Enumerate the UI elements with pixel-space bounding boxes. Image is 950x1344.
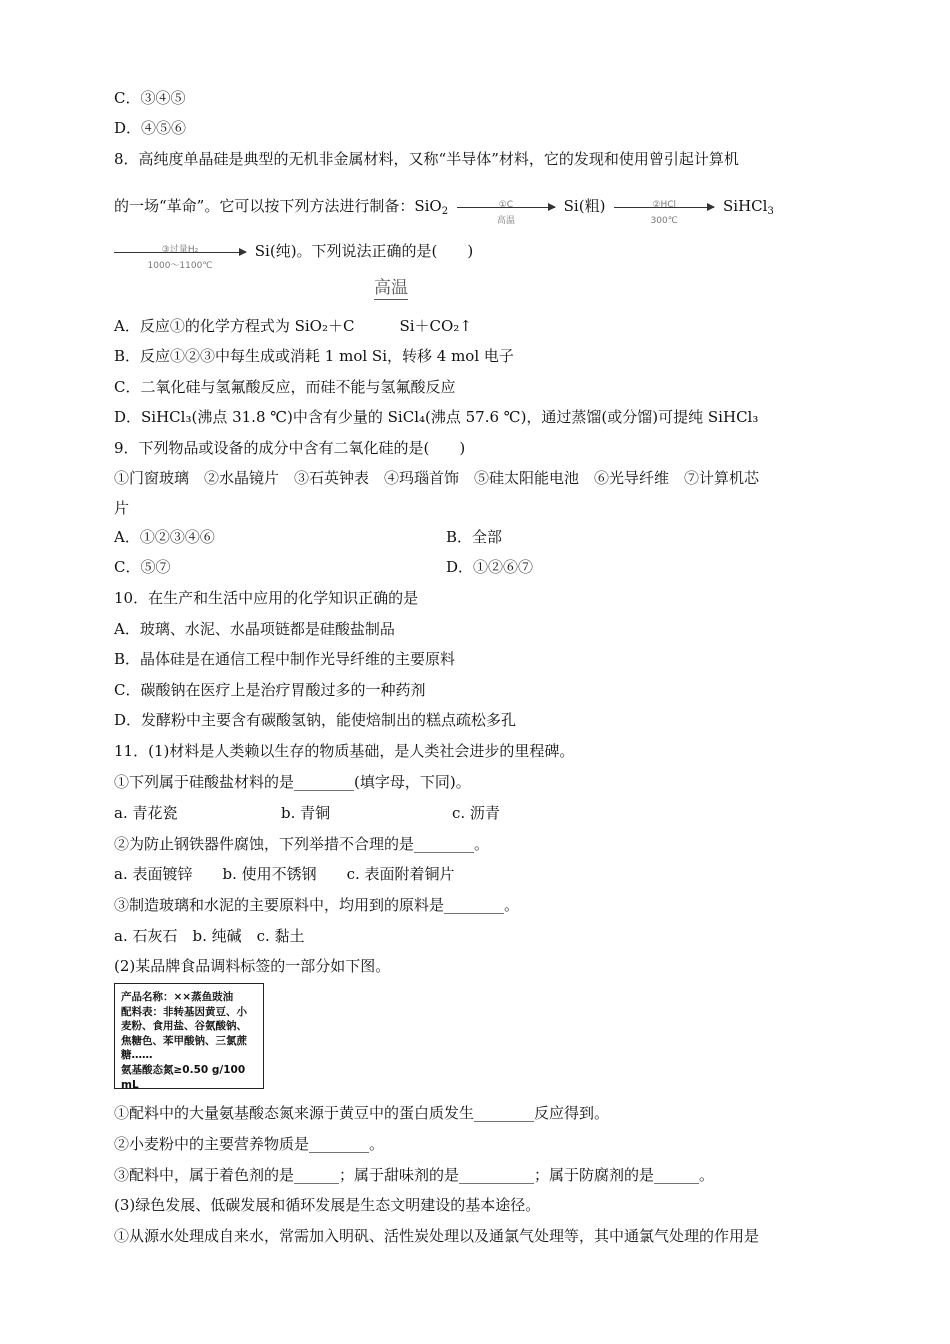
label-line-3: 麦粉、食用盐、谷氨酸钠、 [121, 1020, 247, 1033]
option-d-line: D．④⑤⑥ [114, 119, 187, 137]
sihcl3-formula: SiHCl [723, 197, 768, 215]
food-label-figure [114, 983, 264, 1089]
question-8-option-c: C．二氧化硅与氢氟酸反应，而硅不能与氢氟酸反应 [114, 378, 456, 396]
label-line-5: 糖…… [121, 1049, 153, 1062]
question-11-part2-q1: ①配料中的大量氨基酸态氮来源于黄豆中的蛋白质发生________反应得到。 [114, 1104, 610, 1122]
question-11-part2-q2: ②小麦粉中的主要营养物质是________。 [114, 1135, 385, 1153]
arrow-1-condition-bottom: 高温 [496, 215, 515, 226]
pure-si-text: Si(纯)。下列说法正确的是( ) [254, 242, 474, 260]
question-11-part1-q1: ①下列属于硅酸盐材料的是________(填字母，下同)。 [114, 773, 471, 791]
label-line-6: 氨基酸态氮≥0.50 g/100 mL [121, 1063, 246, 1091]
question-11-part2-q3: ③配料中，属于着色剂的是______；属于甜味剂的是__________；属于防腐剂的是______。 [114, 1166, 715, 1184]
question-9-items: ①门窗玻璃 ②水晶镜片 ③石英钟表 ④玛瑙首饰 ⑤硅太阳能电池 ⑥光导纤维 ⑦计算机芯 [114, 469, 760, 487]
arrow-3-condition-top: ③过量H₂ [161, 244, 199, 255]
question-11-part1-q1-option-c: c. 沥青 [452, 804, 500, 822]
sihcl3-subscript: 3 [767, 206, 774, 217]
question-10-option-c: C．碳酸钠在医疗上是治疗胃酸过多的一种药剂 [114, 681, 426, 699]
question-8-reaction-line-2 [114, 241, 474, 271]
question-8-option-a: A．反应①的化学方程式为 SiO₂＋C Si＋CO₂↑ [114, 317, 472, 335]
sio2-subscript: 2 [441, 206, 449, 217]
question-9-option-b: B．全部 [446, 528, 503, 546]
arrow-3-condition-bottom: 1000～1100℃ [147, 260, 213, 271]
question-8-option-b: B．反应①②③中每生成或消耗 1 mol Si，转移 4 mol 电子 [114, 347, 514, 365]
question-11-stem: 11．(1)材料是人类赖以生存的物质基础，是人类社会进步的里程碑。 [114, 742, 575, 760]
crude-si: Si(粗) [563, 197, 606, 215]
label-line-4: 焦糖色、苯甲酸钠、三氯蔗 [121, 1034, 247, 1047]
question-11-part1-q3: ③制造玻璃和水泥的主要原料中，均用到的原料是________。 [114, 896, 520, 914]
question-11-part3-stem: (3)绿色发展、低碳发展和循环发展是生态文明建设的基本途径。 [114, 1196, 541, 1214]
question-11-part1-q1-option-b: b. 青铜 [281, 804, 331, 822]
question-9-stem: 9．下列物品或设备的成分中含有二氧化硅的是( ) [114, 439, 466, 457]
question-8-option-d: D．SiHCl₃(沸点 31.8 ℃)中含有少量的 SiCl₄(沸点 57.6 ℃)，通过蒸馏(或分馏)可提纯 SiHCl₃ [114, 408, 759, 426]
reaction-arrow-2 [614, 199, 714, 226]
arrow-1-condition-top: ①C [498, 199, 514, 210]
question-11-part2-stem: (2)某品牌食品调料标签的一部分如下图。 [114, 957, 391, 975]
question-11-part1-q1-option-a: a. 青花瓷 [114, 804, 178, 822]
question-9-option-d: D．①②⑥⑦ [446, 558, 534, 576]
reaction-condition-label: 高温 [374, 273, 408, 300]
reaction-arrow-3 [114, 244, 246, 271]
arrow-2-condition-bottom: 300℃ [650, 215, 678, 226]
label-line-1: 产品名称：××蒸鱼豉油 [121, 991, 234, 1003]
question-10-option-b: B．晶体硅是在通信工程中制作光导纤维的主要原料 [114, 650, 456, 668]
question-10-option-d: D．发酵粉中主要含有碳酸氢钠，能使焙制出的糕点疏松多孔 [114, 711, 517, 729]
question-11-part1-q3-options: a. 石灰石 b. 纯碱 c. 黏土 [114, 927, 305, 945]
question-8-reaction-line [114, 196, 774, 226]
question-9-items-cont: 片 [114, 499, 130, 517]
question-11-part3-q1: ①从源水处理成自来水，常需加入明矾、活性炭处理以及通氯气处理等，其中通氯气处理的作用是 [114, 1227, 760, 1245]
question-9-option-c: C．⑤⑦ [114, 558, 171, 576]
reaction-text-start: 的一场“革命”。它可以按下列方法进行制备：SiO [114, 197, 442, 215]
label-line-2: 配料表：非转基因黄豆、小 [121, 1005, 247, 1018]
question-9-option-a: A．①②③④⑥ [114, 528, 215, 546]
question-11-part1-q2: ②为防止钢铁器件腐蚀，下列举措不合理的是________。 [114, 835, 490, 853]
question-10-stem: 10．在生产和生活中应用的化学知识正确的是 [114, 589, 419, 607]
question-11-part1-q2-options: a. 表面镀锌 b. 使用不锈钢 c. 表面附着铜片 [114, 865, 455, 883]
reaction-arrow-1 [457, 199, 555, 226]
question-10-option-a: A．玻璃、水泥、水晶项链都是硅酸盐制品 [114, 620, 395, 638]
question-8-stem: 8．高纯度单晶硅是典型的无机非金属材料，又称“半导体”材料，它的发现和使用曾引起计算机 [114, 150, 739, 168]
option-c-line: C．③④⑤ [114, 89, 186, 107]
arrow-2-condition-top: ②HCl [652, 199, 677, 210]
